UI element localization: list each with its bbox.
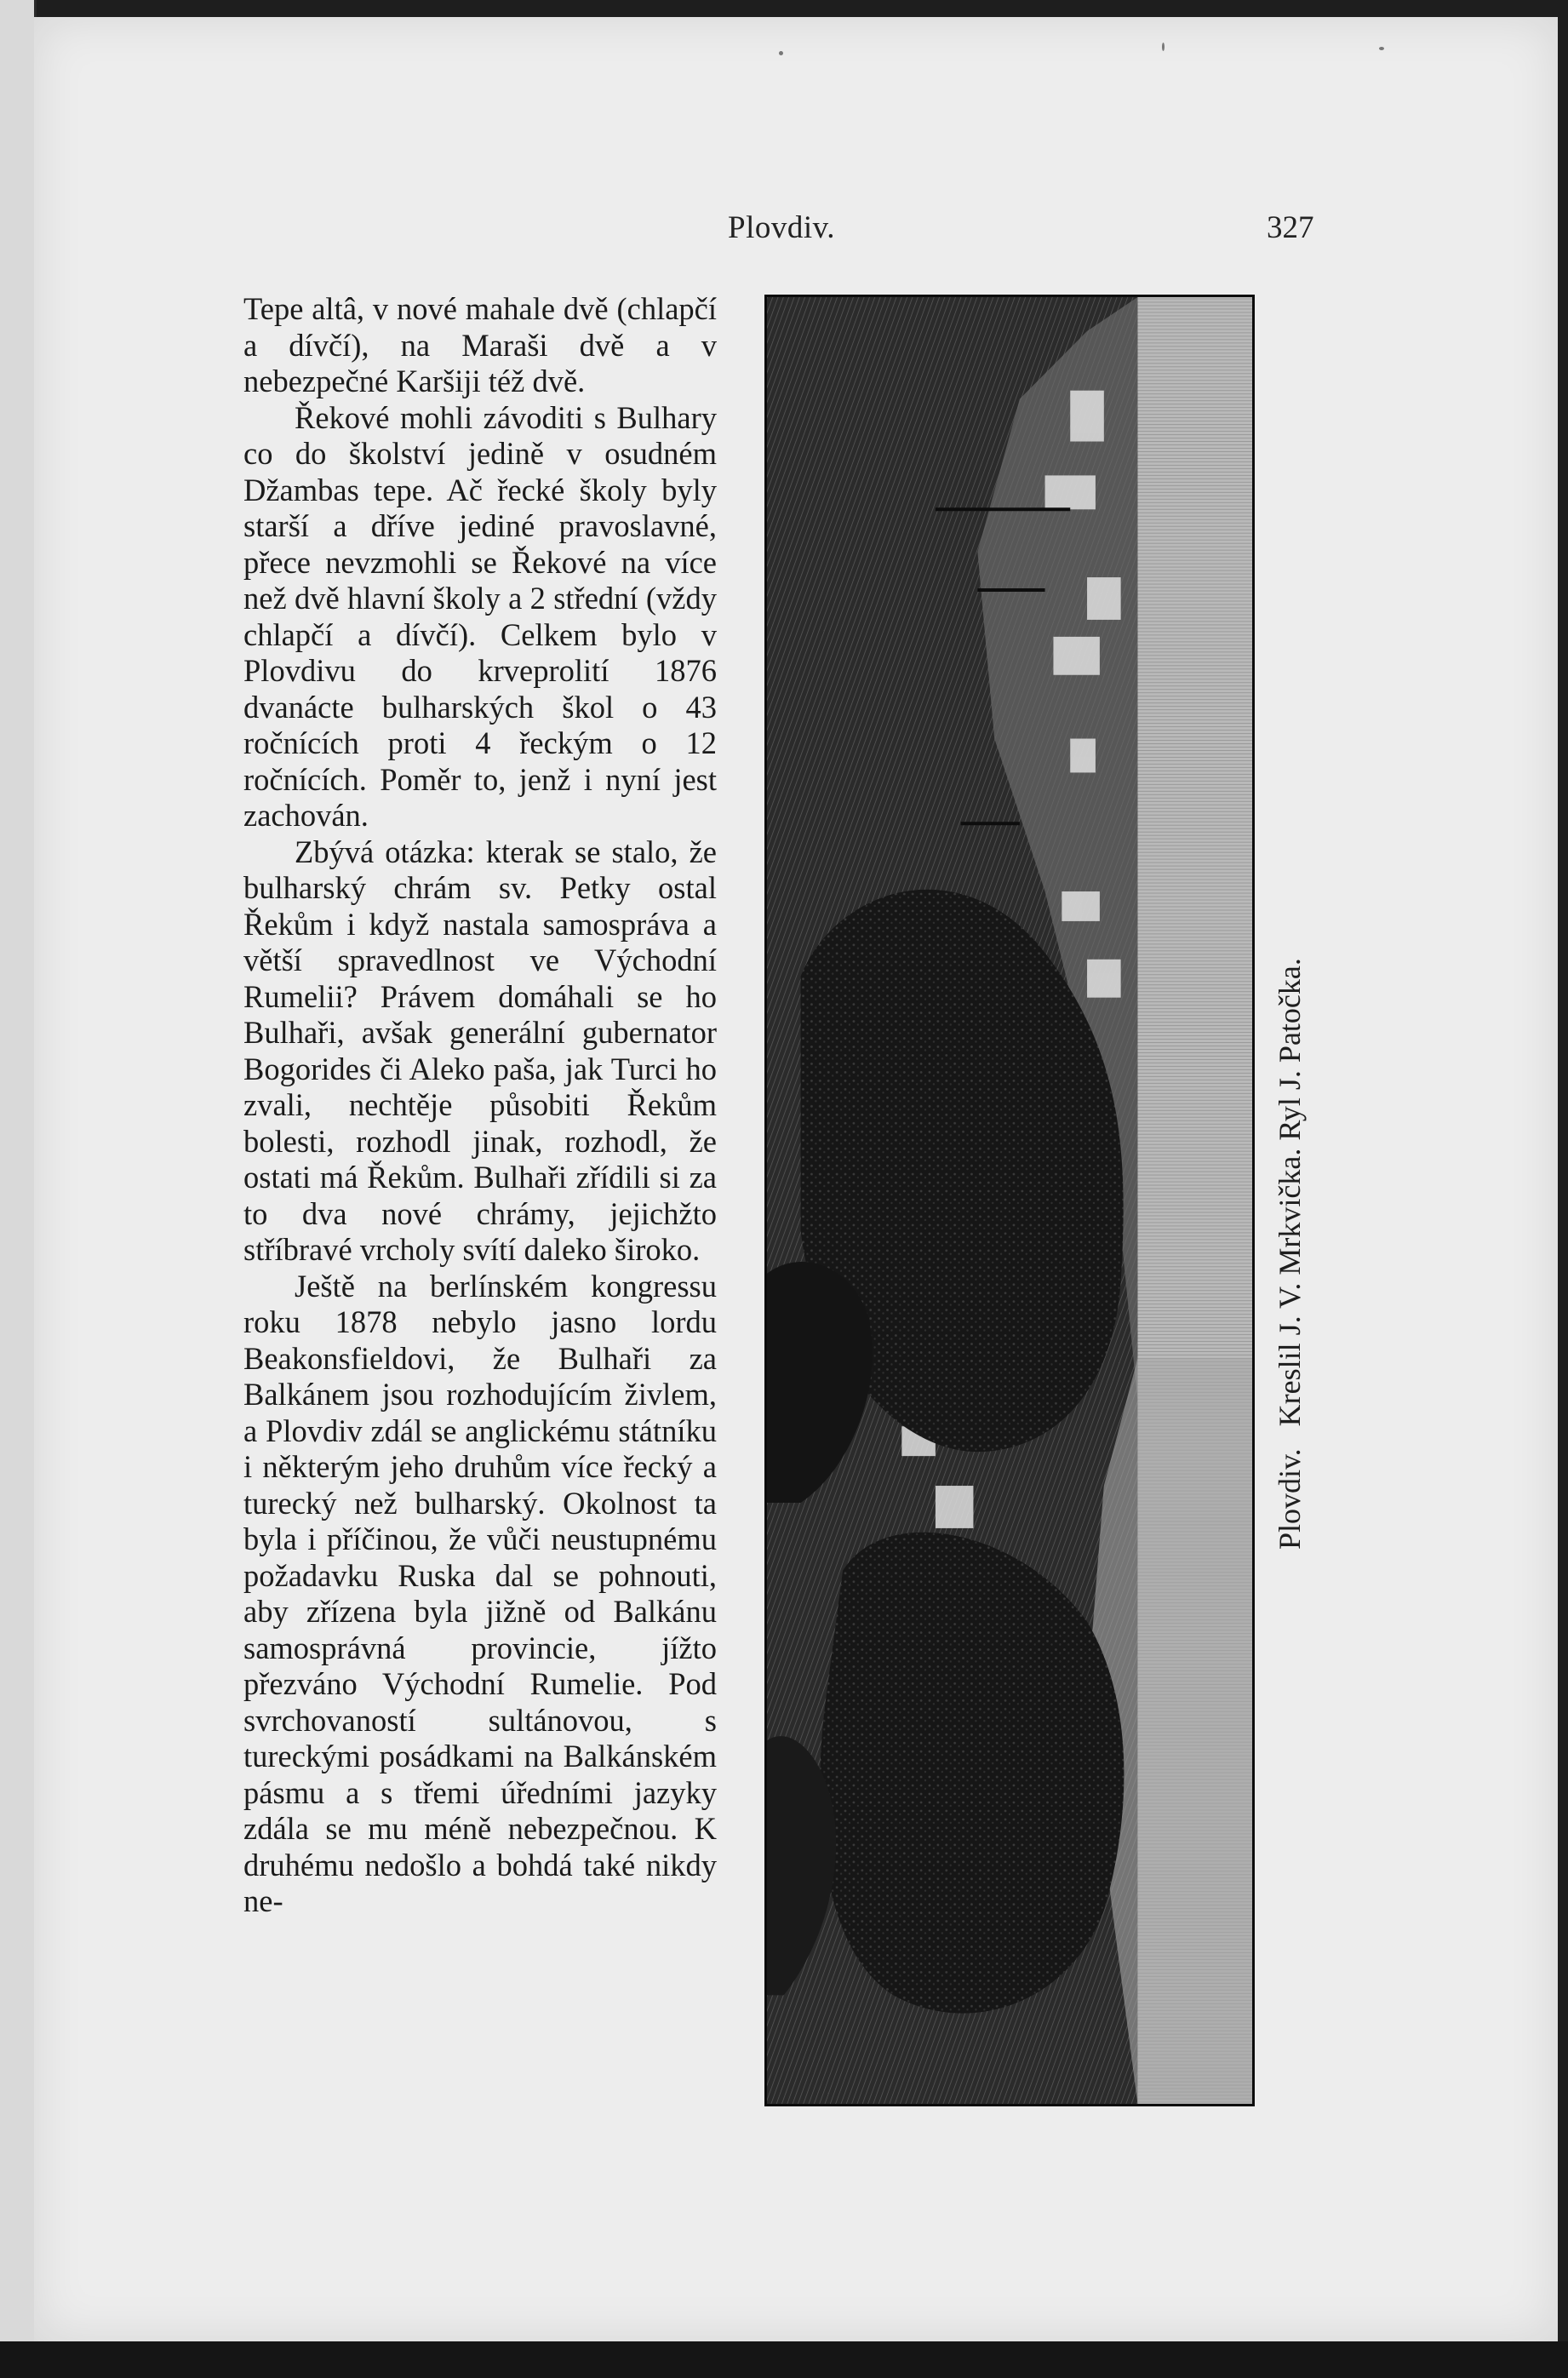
engraving-illustration xyxy=(764,295,1255,2106)
paragraph-2: Řekové mohli závoditi s Bulhary co do školství jedině v osudném Džambas tepe. Ač řecké školy byly starší a dříve jediné pravoslavné, přece nevzmohli se Řekové na více než dvě hlavní školy a 2 střední (vždy chlapčí a dívčí). Celkem bylo v Plovdivu do krveprolití 1876 dvanácte bulharských škol o 43 ročnících proti 4 řeckým o 12 ročnících. Poměr to, jenž i nyní jest zachován. xyxy=(243,399,717,833)
page-number: 327 xyxy=(1267,210,1314,245)
caption-credits: Kreslil J. V. Mrkvička. Ryl J. Patočka. xyxy=(1273,958,1307,1427)
paragraph-1: Tepe altâ, v nové mahale dvě (chlapčí a dívčí), na Maraši dvě a v nebezpečné Karšiji též dvě. xyxy=(243,291,717,398)
paragraph-3: Zbývá otázka: kterak se stalo, že bulharský chrám sv. Petky ostal Řekům i když nastala samospráva a větší spravedlnost ve Východní Rumelii? Právem domáhali se ho Bulhaři, avšak generální gubernator Bogorides či Aleko paša, jak Turci ho zvali, nechtěje působiti Řekům bolesti, rozhodl jinak, rozhodl, že ostati má Řekům. Bulhaři zřídili si za to dva nové chrámy, jejichžto stříbravé vrcholy svítí daleko široko. xyxy=(243,834,717,1267)
running-title: Plovdiv. xyxy=(728,210,835,245)
engraving-image xyxy=(767,297,1252,2104)
scan-border xyxy=(0,2341,1568,2378)
paragraph-4: Ještě na berlínském kongressu roku 1878 nebylo jasno lordu Beakonsfieldovi, že Bulhaři za Balkánem jsou rozhodujícím živlem, a Plovdiv zdál se anglickému státníku i některým jeho druhům více řecký a turecký než bulharský. Okolnost ta byla i příčinou, že vůči neustupnému požadavku Ruska dal se pohnouti, aby zřízena byla jižně od Balkánu samosprávná provincie, jížto přezváno Východní Rumelie. Pod svrchovaností sultánovou, s tureckými posádkami na Balkánském pásmu a s třemi úředními jazyky zdála se mu méně nebezpečnou. K druhému nedošlo a bohdá také nikdy ne- xyxy=(243,1268,717,1918)
caption-title: Plovdiv. xyxy=(1273,1448,1307,1550)
binding-edge xyxy=(0,0,37,2378)
body-text xyxy=(243,291,717,1920)
